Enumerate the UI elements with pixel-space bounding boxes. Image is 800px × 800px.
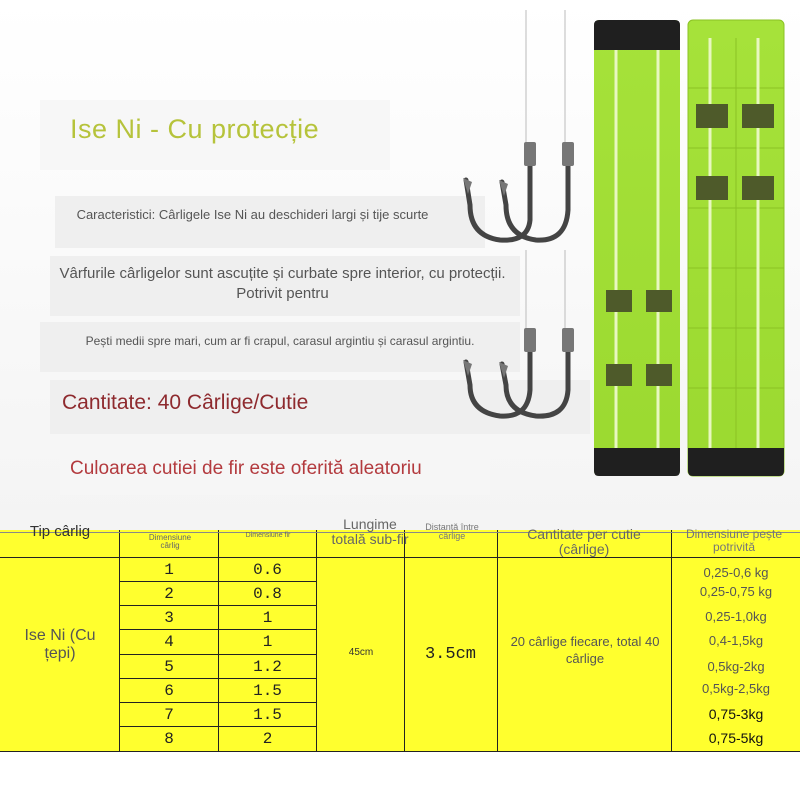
line-size-cell: 0.6: [253, 561, 282, 579]
quantity-cell: 20 cârlige fiecare, total 40 cârlige: [510, 634, 660, 666]
header-hook-size: Dimensiune cârlig: [148, 533, 192, 551]
table-divider: [119, 605, 316, 606]
spacing-cell: 3.5cm: [424, 645, 476, 664]
header-fish-size: Dimensiune pește potrivită: [685, 527, 783, 554]
header-line-size: Dimensiune fir: [245, 532, 291, 539]
line-size-cell: 1.5: [253, 682, 282, 700]
header-length: Lungime totală sub-fir: [331, 516, 409, 547]
table-divider: [404, 530, 405, 752]
quantity-text: Cantitate: 40 Cârlige/Cutie: [62, 391, 309, 414]
fish-size-cell: 0,5kg-2,5kg: [702, 681, 770, 696]
table-divider: [0, 751, 800, 752]
hook-size-cell: 6: [164, 682, 174, 700]
line-size-cell: 1: [262, 633, 273, 651]
hook-storage-box: [592, 18, 787, 480]
description-features: Caracteristici: Cârligele Ise Ni au deschideri largi și tije scurte: [76, 207, 429, 222]
description-fish: Pești medii spre mari, cum ar fi crapul, carasul argintiu și carasul argintiu.: [85, 334, 475, 348]
table-divider: [119, 702, 316, 703]
fish-size-cell: 0,5kg-2kg: [707, 659, 765, 674]
table-divider: [119, 654, 316, 655]
fish-size-cell: 0,25-0,75 kg: [699, 584, 773, 599]
table-divider: [0, 557, 800, 558]
hook-size-cell: 7: [164, 706, 174, 724]
length-cell: 45cm: [348, 647, 374, 658]
table-divider: [119, 678, 316, 679]
line-size-cell: 2: [262, 730, 273, 748]
hook-type-cell: Ise Ni (Cu țepi): [24, 627, 96, 662]
hook-size-cell: 3: [164, 609, 174, 627]
hook-size-cell: 5: [164, 658, 174, 676]
table-divider: [119, 629, 316, 630]
header-spacing: Distanță între cârlige: [425, 522, 479, 542]
table-divider: [497, 530, 498, 752]
hook-size-cell: 8: [164, 730, 174, 748]
hook-size-cell: 1: [164, 561, 174, 579]
line-size-cell: 1.2: [253, 658, 282, 676]
header-quantity: Cantitate per cutie (cârlige): [527, 526, 641, 557]
fish-size-cell: 0,75-3kg: [708, 706, 764, 722]
fish-size-cell: 0,25-0,6 kg: [703, 565, 769, 580]
line-size-cell: 1.5: [253, 706, 282, 724]
line-size-cell: 0.8: [253, 585, 282, 603]
table-divider: [316, 530, 317, 752]
product-title: Ise Ni - Cu protecție: [70, 114, 320, 144]
description-points: Vârfurile cârligelor sunt ascuțite și curbate spre interior, cu protecții. Potrivit pentru: [59, 265, 506, 302]
hook-size-cell: 4: [164, 633, 174, 651]
line-size-cell: 1: [262, 609, 273, 627]
fish-size-cell: 0,25-1,0kg: [705, 609, 767, 624]
color-note: Culoarea cutiei de fir este oferită aleatoriu: [70, 458, 422, 479]
spec-table: [0, 516, 800, 752]
table-divider: [119, 581, 316, 582]
header-type: Tip cârlig: [29, 523, 91, 540]
fish-size-cell: 0,75-5kg: [708, 730, 764, 746]
fish-size-cell: 0,4-1,5kg: [708, 633, 764, 648]
fish-hook-icon: [440, 0, 600, 470]
table-divider: [119, 726, 316, 727]
hook-size-cell: 2: [164, 585, 174, 603]
